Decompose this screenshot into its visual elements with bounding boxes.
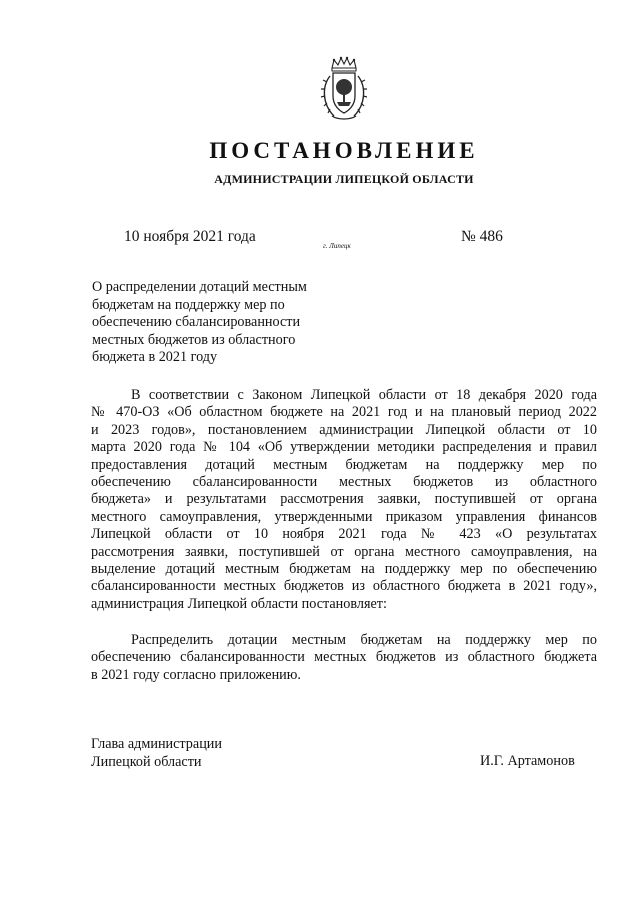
body-line: выделение дотаций местным бюджетам на поддержку мер по обеспечению — [91, 561, 597, 578]
preamble-paragraph — [91, 387, 597, 613]
signer-position-line: Липецкой области — [91, 753, 202, 770]
resolution-paragraph — [91, 632, 597, 684]
body-line: местного самоуправления, утвержденными приказом управления финансов — [91, 508, 597, 525]
body-line: и 2023 годов», постановлением администрации Липецкой области от 10 — [91, 421, 597, 438]
document-subject — [92, 279, 352, 367]
body-line: В соответствии с Законом Липецкой области от 18 декабря 2020 года — [131, 387, 597, 403]
subject-line: бюджета в 2021 году — [92, 349, 218, 365]
document-place: г. Липецк — [323, 242, 351, 250]
body-line: сбалансированности местных бюджетов из областного бюджета в 2021 году», — [91, 578, 597, 595]
issuing-authority: АДМИНИСТРАЦИИ ЛИПЕЦКОЙ ОБЛАСТИ — [214, 172, 474, 186]
resolution-line: обеспечению сбалансированности местных бюджетов из областного бюджета — [91, 649, 597, 666]
signer-position — [91, 736, 222, 771]
body-line: администрация Липецкой области постановляет: — [91, 595, 387, 612]
coat-of-arms-emblem — [318, 56, 370, 122]
subject-line: бюджетам на поддержку мер по — [92, 296, 285, 313]
subject-line: О распределении дотаций местным — [92, 279, 307, 295]
signer-position-line: Глава администрации — [91, 736, 222, 752]
body-line: Липецкой области от 10 ноября 2021 года № 423 «О результатах — [91, 526, 597, 543]
subject-line: обеспечению сбалансированности — [92, 314, 301, 330]
document-date: 10 ноября 2021 года — [124, 228, 256, 245]
body-line: предоставления дотаций местным бюджетам на поддержку мер по — [91, 456, 597, 473]
body-line: № 470-ОЗ «Об областном бюджете на 2021 год и на плановый период 2022 — [91, 404, 597, 421]
body-line: марта 2020 года № 104 «Об утверждении методики распределения и правил — [91, 439, 597, 456]
subject-line: местных бюджетов из областного — [92, 331, 296, 348]
signer-name: И.Г. Артамонов — [480, 753, 575, 769]
body-line: рассмотрения заявки, поступившей от органа местного самоуправления, на — [91, 543, 597, 560]
document-title: ПОСТАНОВЛЕНИЕ — [209, 138, 479, 163]
body-line: бюджета» и результатами рассмотрения заявки, поступившей от органа — [91, 491, 597, 508]
body-line: обеспечению сбалансированности местных бюджетов из областного — [91, 474, 597, 491]
resolution-line: в 2021 году согласно приложению. — [91, 666, 301, 683]
resolution-line: Распределить дотации местным бюджетам на поддержку мер по — [131, 632, 597, 648]
document-number: № 486 — [461, 228, 503, 245]
